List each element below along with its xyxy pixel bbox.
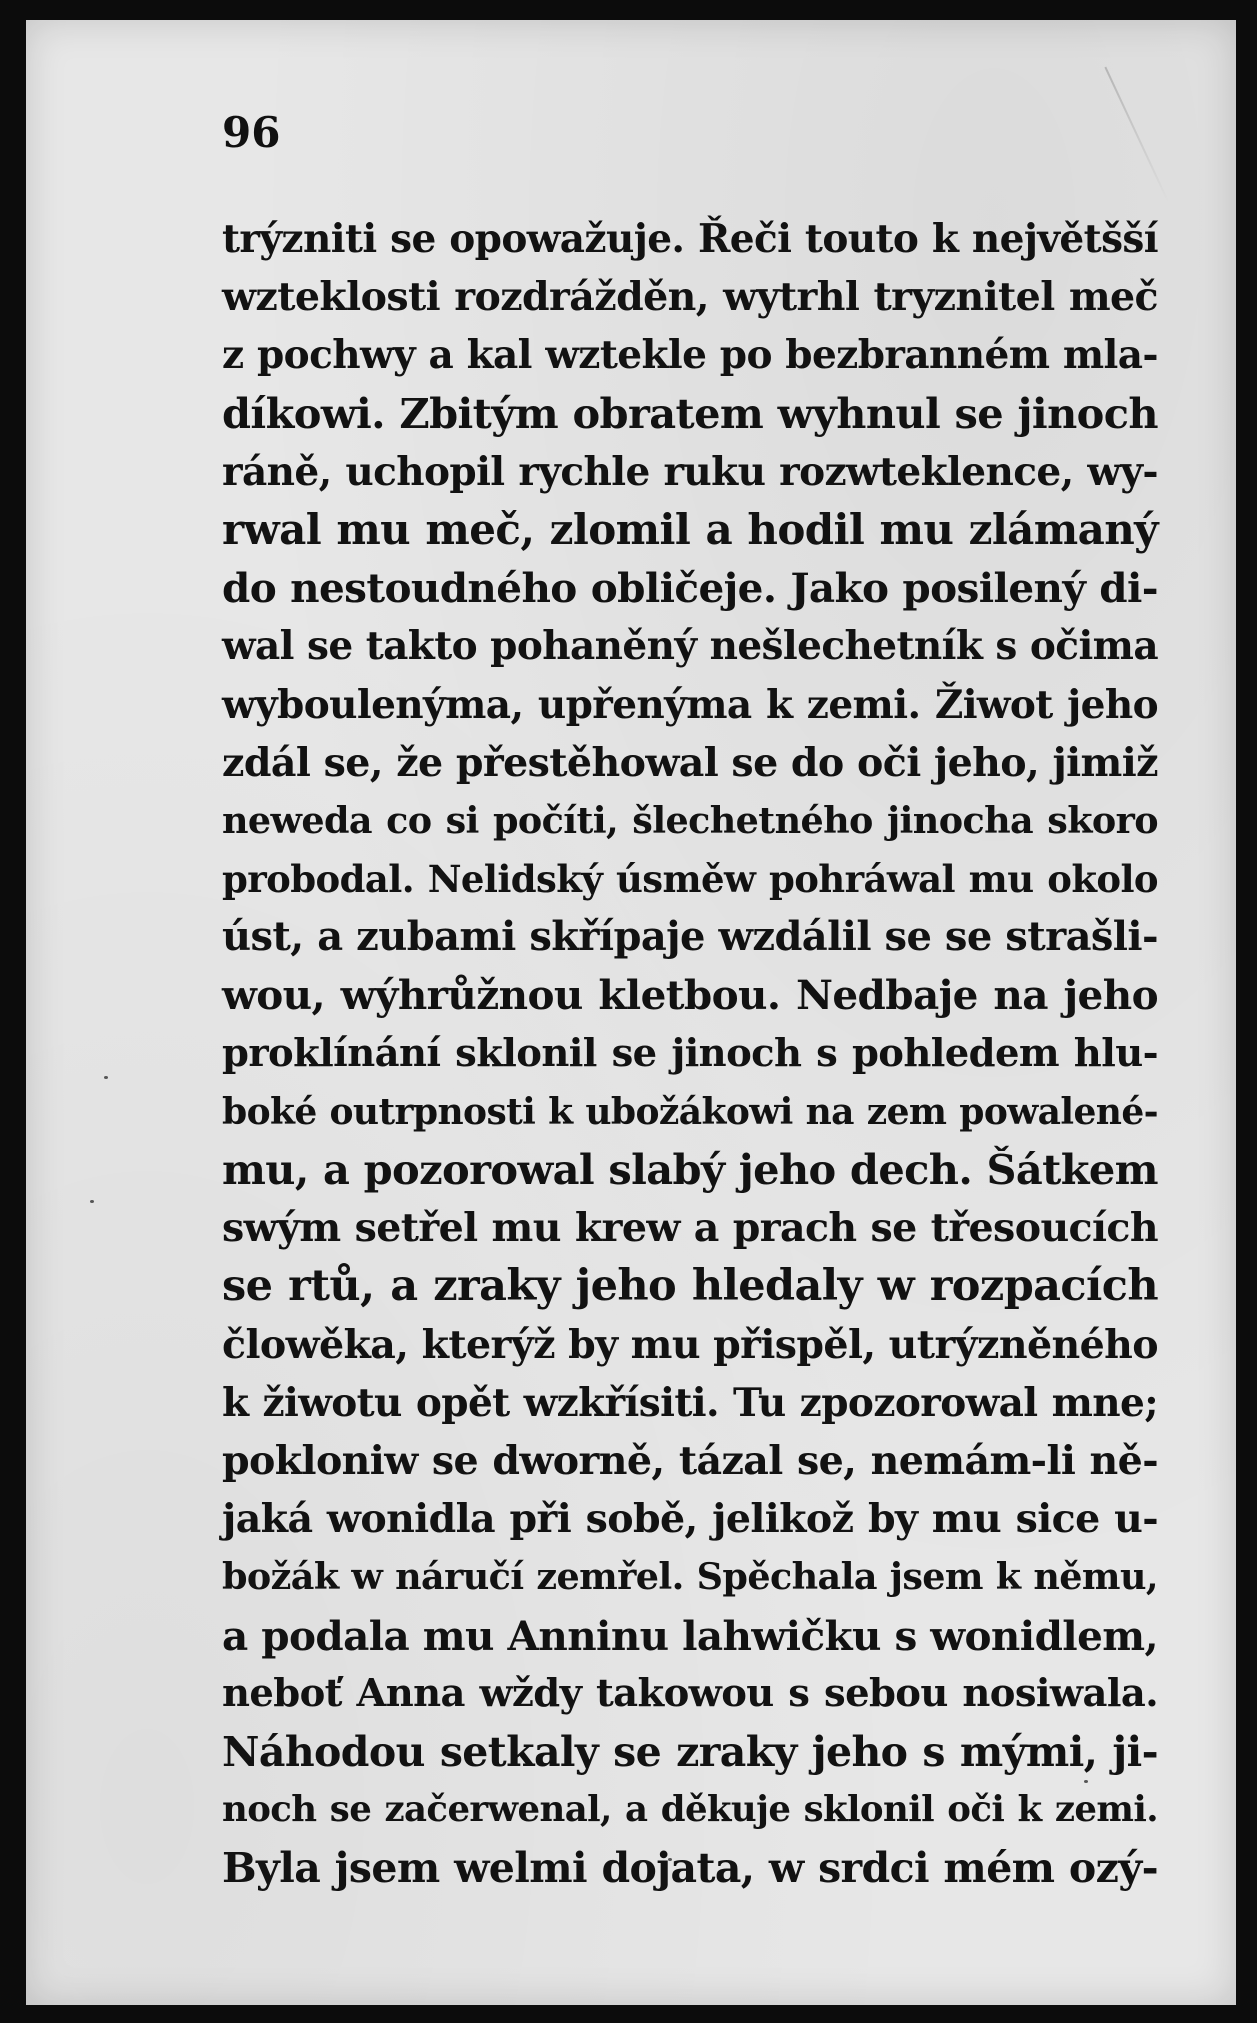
book-page [26,20,1236,2005]
text-line: Byla jsem welmi dojata, w srdci mém ozý- [222,1844,1158,1893]
text-line: ráně, uchopil rychle ruku rozwteklence, wy- [222,448,1158,495]
text-line: se rtů, a zraky jeho hledaly w rozpacích [222,1261,1158,1312]
paper-crease [1104,67,1169,204]
text-line: wzteklosti rozdrážděn, wytrhl tryznitel meč [222,274,1158,321]
page-number: 96 [222,108,281,157]
text-line: úst, a zubami skřípaje wzdálil se se strašli- [222,913,1158,961]
text-line: wal se takto pohaněný nešlechetník s očima [222,623,1158,670]
paper-speck [104,1076,108,1079]
text-line: Náhodou setkaly se zraky jeho s mými, ji- [222,1727,1158,1776]
text-line: z pochwy a kal wztekle po bezbranném mla- [222,332,1158,379]
text-line: rwal mu meč, zlomil a hodil mu zlámaný [222,504,1158,554]
text-line: neweda co si počíti, šlechetného jinocha skoro [222,798,1158,842]
text-line: zdál se, že přestěhowal se do oči jeho, jimiž [222,739,1158,786]
text-line: wou, wýhrůžnou kletbou. Nedbaje na jeho [222,971,1158,1020]
text-line: probodal. Nelidský úsměw pohráwal mu okolo [222,857,1158,902]
text-line: člowěka, kterýž by mu přispěl, utrýzněného [222,1321,1158,1368]
text-line: proklínání sklonil se jinoch s pohledem hlu- [222,1030,1158,1076]
body-text [222,210,1158,1897]
text-line: wyboulenýma, upřenýma k zemi. Žiwot jeho [222,681,1158,728]
text-line: a podala mu Anninu lahwičku s wonidlem, [222,1611,1158,1660]
text-line: do nestoudného obličeje. Jako posilený di- [222,564,1158,613]
text-line: pokloniw se dworně, tázal se, nemám-li ně- [222,1437,1158,1484]
paper-speck [90,1200,94,1203]
text-line: díkowi. Zbitým obratem wyhnul se jinoch [222,388,1158,438]
text-line: jaká wonidla při sobě, jelikož by mu sice u- [222,1496,1158,1543]
text-line: boké outrpnosti k ubožákowi na zem powalené- [222,1090,1158,1133]
text-line: božák w náručí zemřel. Spěchala jsem k němu, [222,1555,1158,1599]
text-line: k žiwotu opět wzkřísiti. Tu zpozorowal mne; [222,1379,1158,1426]
text-line: neboť Anna wždy takowou s sebou nosiwala. [222,1670,1158,1716]
text-line: trýzniti se opowažuje. Řeči touto k největšší [222,216,1158,262]
text-line: mu, a pozorowal slabý jeho dech. Šátkem [222,1145,1158,1194]
text-line: noch se začerwenal, a děkuje sklonil oči k zemi. [222,1789,1158,1831]
text-line: swým setřel mu krew a prach se třesoucích [222,1205,1158,1252]
